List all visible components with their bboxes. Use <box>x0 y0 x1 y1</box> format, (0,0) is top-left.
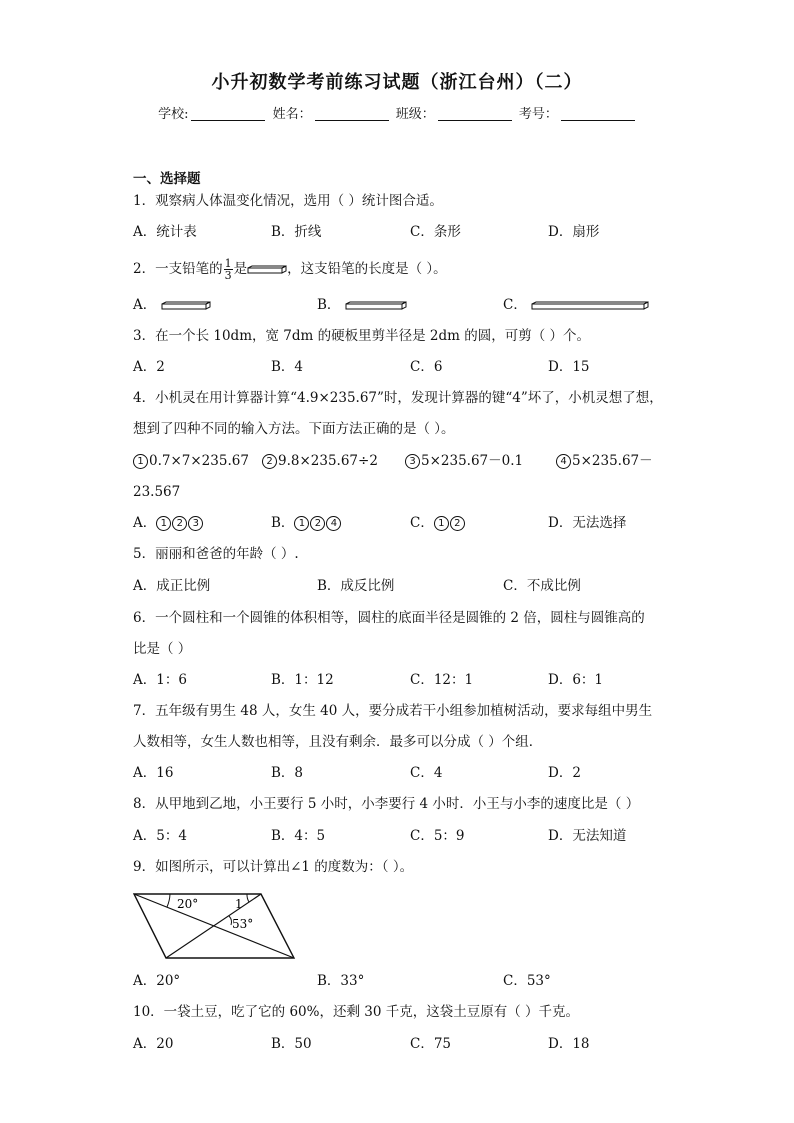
q6-option-b[interactable]: B．1：12 <box>271 672 334 688</box>
q7-option-a[interactable]: A．16 <box>133 765 174 781</box>
circled-number-3: 3 <box>188 516 203 531</box>
q9-option-a[interactable]: A．20° <box>133 973 181 989</box>
q3-option-c[interactable]: C．6 <box>410 359 443 375</box>
angle-arc-20 <box>167 894 170 907</box>
short-pencil-icon <box>161 301 211 311</box>
q4-option-b-label: B． <box>271 515 295 531</box>
q4-method-4 <box>556 452 653 470</box>
q1-option-a[interactable]: A．统计表 <box>133 224 197 240</box>
question-5: 5．丽丽和爸爸的年龄（ ）. <box>133 546 299 562</box>
name-label: 姓名： <box>272 107 312 122</box>
school-label: 学校: <box>158 107 189 122</box>
q4-option-a[interactable] <box>133 514 204 532</box>
school-blank[interactable] <box>191 106 265 121</box>
question-2 <box>133 258 447 281</box>
circled-number-1: 1 <box>294 516 309 531</box>
q2-option-b[interactable] <box>317 296 407 314</box>
q4-method-1 <box>133 452 249 470</box>
name-blank[interactable] <box>315 106 389 121</box>
q5-option-b[interactable]: B．成反比例 <box>317 578 395 594</box>
question-6-line-2: 比是（ ） <box>133 641 192 657</box>
q2-prefix: 2．一支铅笔的 <box>133 261 223 277</box>
student-info-fields <box>0 103 794 122</box>
exam-no-label: 考号： <box>518 107 558 122</box>
q7-option-b[interactable]: B．8 <box>271 765 304 781</box>
q4-method-3 <box>405 452 523 470</box>
circled-number-1: 1 <box>156 516 171 531</box>
q4-option-b[interactable] <box>271 514 342 532</box>
q4-option-c-label: C． <box>410 515 434 531</box>
long-pencil-icon <box>531 301 649 311</box>
question-7-line-2: 人数相等，女生人数也相等，且没有剩余．最多可以分成（ ）个组． <box>133 734 543 750</box>
class-blank[interactable] <box>438 106 512 121</box>
question-8: 8．从甲地到乙地，小王要行 5 小时，小李要行 4 小时．小王与小李的速度比是（ ） <box>133 796 640 812</box>
angle-label-20: 20° <box>177 897 199 911</box>
circled-number-2: 2 <box>172 516 187 531</box>
q8-option-b[interactable]: B．4：5 <box>271 828 326 844</box>
q3-option-a[interactable]: A．2 <box>133 359 165 375</box>
angle-arc-1 <box>247 894 249 902</box>
question-4-line-2: 想到了四种不同的输入方法。下面方法正确的是（ ）。 <box>133 421 455 437</box>
q4-method-1-text: 0.7×7×235.67 <box>149 453 249 469</box>
q6-option-c[interactable]: C．12：1 <box>410 672 474 688</box>
circled-number-2: 2 <box>262 454 277 469</box>
q8-option-d[interactable]: D．无法知道 <box>548 828 627 844</box>
medium-pencil-icon <box>345 301 407 311</box>
question-9: 9．如图所示，可以计算出∠1 的度数为：（ ）。 <box>133 859 414 875</box>
q5-option-a[interactable]: A．成正比例 <box>133 578 211 594</box>
q3-option-b[interactable]: B．4 <box>271 359 304 375</box>
q4-method-4-text: 5×235.67－ <box>572 453 653 469</box>
section-heading: 一、选择题 <box>133 171 201 187</box>
q2-option-a[interactable] <box>133 296 211 314</box>
circled-number-3: 3 <box>405 454 420 469</box>
q5-option-c[interactable]: C．不成比例 <box>503 578 581 594</box>
q4-option-d[interactable]: D．无法选择 <box>548 515 627 531</box>
q2-option-b-label: B． <box>317 297 341 313</box>
q1-option-b[interactable]: B．折线 <box>271 224 322 240</box>
q9-option-c[interactable]: C．53° <box>503 973 551 989</box>
pencil-icon <box>247 265 287 275</box>
q10-option-b[interactable]: B．50 <box>271 1036 312 1052</box>
q6-option-d[interactable]: D．6：1 <box>548 672 604 688</box>
q2-fraction <box>224 258 233 281</box>
circled-number-1: 1 <box>434 516 449 531</box>
question-7-line-1: 7．五年级有男生 48 人，女生 40 人，要分成若干小组参加植树活动，要求每组中男生 <box>133 703 653 719</box>
q2-mid: 是 <box>233 261 248 277</box>
class-label: 班级： <box>395 107 435 122</box>
page-title: 小升初数学考前练习试题（浙江台州）（二） <box>211 72 583 93</box>
q2-fraction-numerator: 1 <box>224 257 232 270</box>
question-3: 3．在一个长 10dm，宽 7dm 的硬板里剪半径是 2dm 的圆，可剪（ ）个。 <box>133 328 591 344</box>
question-4-line-1: 4．小机灵在用计算器计算“4.9×235.67”时，发现计算器的键“4”坏了，小机灵想了想， <box>133 390 663 406</box>
q2-fraction-denominator: 3 <box>224 269 232 282</box>
q2-option-c[interactable] <box>503 296 649 314</box>
q4-option-a-label: A． <box>133 515 157 531</box>
q4-method-2 <box>262 452 378 470</box>
angle-label-53: 53° <box>232 917 254 931</box>
q4-option-c[interactable] <box>410 514 466 532</box>
circled-number-4: 4 <box>556 454 571 469</box>
q10-option-c[interactable]: C．75 <box>410 1036 452 1052</box>
parallelogram-diagram <box>130 890 300 962</box>
q4-method-2-text: 9.8×235.67÷2 <box>278 453 378 469</box>
exam-no-blank[interactable] <box>561 106 635 121</box>
q1-option-c[interactable]: C．条形 <box>410 224 461 240</box>
q4-method-4-continued: 23.567 <box>133 484 181 500</box>
q10-option-a[interactable]: A．20 <box>133 1036 174 1052</box>
angle-label-1: 1 <box>235 897 243 911</box>
q7-option-c[interactable]: C．4 <box>410 765 443 781</box>
question-6-line-1: 6．一个圆柱和一个圆锥的体积相等，圆柱的底面半径是圆锥的 2 倍，圆柱与圆锥高的 <box>133 610 645 626</box>
q3-option-d[interactable]: D．15 <box>548 359 590 375</box>
q4-method-3-text: 5×235.67－0.1 <box>421 453 524 469</box>
q8-option-c[interactable]: C．5：9 <box>410 828 465 844</box>
q9-option-b[interactable]: B．33° <box>317 973 365 989</box>
question-1: 1．观察病人体温变化情况，选用（ ）统计图合适。 <box>133 193 443 209</box>
circled-number-2: 2 <box>450 516 465 531</box>
q2-option-c-label: C． <box>503 297 527 313</box>
circled-number-1: 1 <box>133 454 148 469</box>
q8-option-a[interactable]: A．5：4 <box>133 828 187 844</box>
q2-suffix: ，这支铅笔的长度是（ ）。 <box>287 261 447 277</box>
q2-option-a-label: A． <box>133 297 157 313</box>
question-10: 10．一袋土豆，吃了它的 60%，还剩 30 千克，这袋土豆原有（ ）千克。 <box>133 1004 580 1020</box>
q1-option-d[interactable]: D．扇形 <box>548 224 600 240</box>
q6-option-a[interactable]: A．1：6 <box>133 672 187 688</box>
q10-option-d[interactable]: D．18 <box>548 1036 590 1052</box>
circled-number-4: 4 <box>326 516 341 531</box>
q7-option-d[interactable]: D．2 <box>548 765 581 781</box>
circled-number-2: 2 <box>310 516 325 531</box>
